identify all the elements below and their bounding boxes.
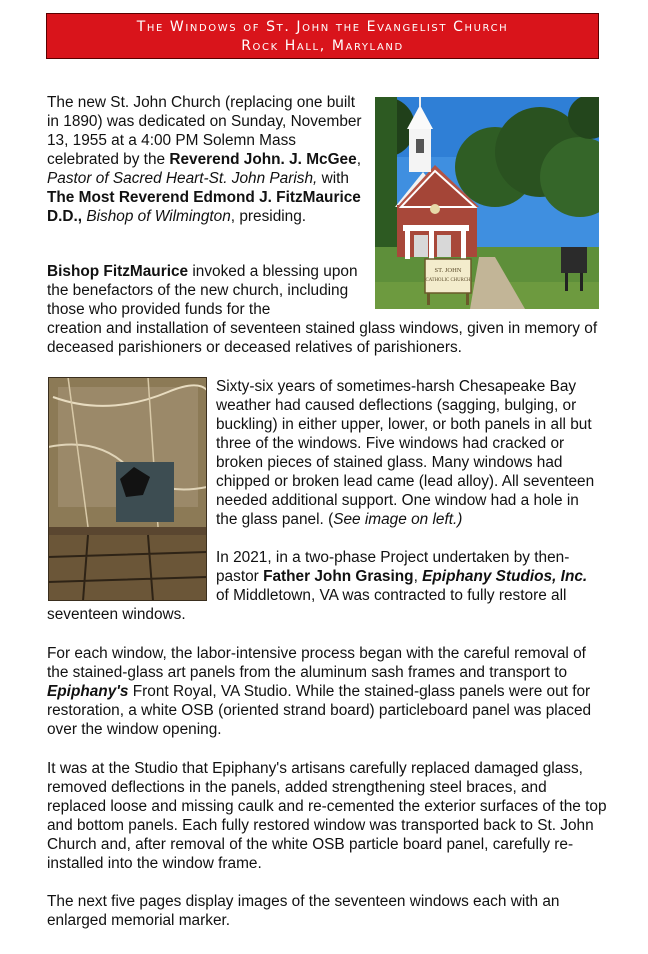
- paragraph-removal-process: For each window, the labor-intensive process began with the careful removal of the stained-glass art panels from the aluminum sash frames and transport to Epiphany's Front Royal, VA Studio. While the stained-glass panels were out for restoration, a white OSB (oriented strand board) particleboard panel was placed over the window opening.: [47, 645, 592, 738]
- damaged-window-photo: [48, 377, 207, 601]
- title-line-1: The Windows of St. John the Evangelist Church: [136, 19, 509, 35]
- title-banner: [46, 13, 599, 59]
- bishop-name: The Most Reverend Edmond J. FitzMaurice D.D.,: [47, 189, 361, 225]
- paragraph-dedication: The new St. John Church (replacing one built in 1890) was dedicated on Sunday, November 13, 1955 at a 4:00 PM Solemn Mass celebrated by the Reverend John. J. McGee, Pastor of Sacred Heart-St. John Parish, with The Most Reverend Edmond J. FitzMaurice D.D., Bishop of Wilmington, presiding.: [47, 94, 362, 225]
- paragraph-restoration-project-continued: seventeen windows.: [47, 606, 186, 623]
- paragraph-restoration-project: In 2021, in a two-phase Project undertaken by then-pastor Father John Grasing, Epiphany Studios, Inc. of Middletown, VA was contracted to fully restore all: [216, 549, 588, 604]
- paragraph-damage: Sixty-six years of sometimes-harsh Chesapeake Bay weather had caused deflections (sagging, bulging, or buckling) in either upper, lower, or both panels in all but three of the windows. Five windows had cracked or broken pieces of stained glass. Many windows had chipped or broken lead came (lead alloy). All seventeen needed additional support. One window had a hole in the glass panel. (See image on left.): [216, 378, 595, 528]
- celebrant-name: Reverend John. J. McGee: [169, 151, 357, 168]
- paragraph-blessing: Bishop FitzMaurice invoked a blessing upon the benefactors of the new church, including those who provided funds for the: [47, 263, 358, 318]
- sign-line-1: ST. JOHN: [434, 267, 462, 274]
- sign-line-2: CATHOLIC CHURCH: [425, 278, 471, 283]
- pastor-name: Father John Grasing: [263, 568, 414, 585]
- studio-name: Epiphany Studios, Inc.: [422, 568, 588, 585]
- paragraph-next-pages: The next five pages display images of the seventeen windows each with an enlarged memorial marker.: [47, 893, 560, 929]
- church-photo: [375, 97, 599, 309]
- paragraph-blessing-continued: creation and installation of seventeen stained glass windows, given in memory of deceased parishioners or deceased relatives of parishioners.: [47, 320, 598, 356]
- title-line-2: Rock Hall, Maryland: [241, 38, 404, 54]
- paragraph-studio-work: It was at the Studio that Epiphany's artisans carefully replaced damaged glass, removed deflections in the panels, added strengthening steel braces, and replaced loose and missing caulk and re-cemented the exterior surfaces of the top and bottom panels. Each fully restored window was transported back to St. John Church and, after removal of the white OSB particle board panel, carefully re-installed into the window frame.: [47, 760, 607, 872]
